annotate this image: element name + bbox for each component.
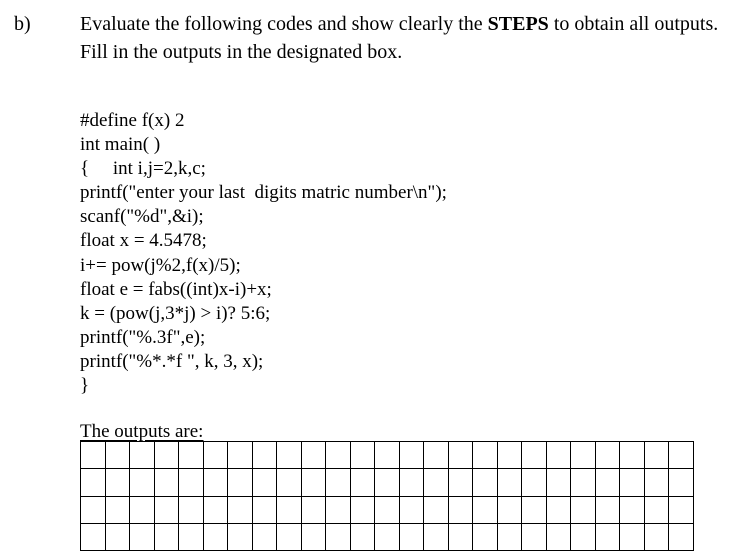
- output-grid-cell[interactable]: [620, 523, 645, 550]
- output-grid-cell[interactable]: [179, 442, 204, 469]
- output-grid-cell[interactable]: [277, 442, 302, 469]
- output-grid-cell[interactable]: [375, 523, 400, 550]
- output-grid-cell[interactable]: [154, 469, 179, 496]
- output-grid-cell[interactable]: [669, 442, 694, 469]
- output-grid-cell[interactable]: [252, 496, 277, 523]
- output-grid-cell[interactable]: [522, 469, 547, 496]
- output-grid-cell[interactable]: [277, 523, 302, 550]
- output-grid-cell[interactable]: [105, 442, 130, 469]
- output-grid-cell[interactable]: [424, 442, 449, 469]
- output-grid-cell[interactable]: [203, 442, 228, 469]
- code-line: int main( ): [80, 134, 161, 156]
- output-grid-cell[interactable]: [473, 469, 498, 496]
- output-grid-cell[interactable]: [620, 469, 645, 496]
- output-grid-cell[interactable]: [522, 442, 547, 469]
- instruction-text-start: Evaluate the following codes and show clearly the: [80, 13, 488, 35]
- output-grid-cell[interactable]: [448, 469, 473, 496]
- code-listing: [80, 109, 447, 398]
- output-grid-cell[interactable]: [522, 496, 547, 523]
- output-grid-cell[interactable]: [473, 442, 498, 469]
- output-grid-cell[interactable]: [154, 523, 179, 550]
- output-grid-cell[interactable]: [277, 469, 302, 496]
- code-line: { int i,j=2,k,c;: [80, 158, 206, 180]
- output-grid-cell[interactable]: [350, 523, 375, 550]
- output-grid-cell[interactable]: [571, 442, 596, 469]
- output-grid-cell[interactable]: [424, 523, 449, 550]
- output-grid-cell[interactable]: [448, 496, 473, 523]
- output-grid-cell[interactable]: [179, 523, 204, 550]
- output-grid-cell[interactable]: [130, 469, 155, 496]
- output-grid-cell[interactable]: [228, 523, 253, 550]
- output-grid-cell[interactable]: [473, 496, 498, 523]
- output-grid-cell[interactable]: [203, 469, 228, 496]
- code-line: }: [80, 375, 90, 397]
- output-grid-row: [81, 469, 694, 496]
- output-grid-cell[interactable]: [424, 496, 449, 523]
- output-grid-cell[interactable]: [669, 469, 694, 496]
- output-grid-cell[interactable]: [277, 496, 302, 523]
- output-grid-cell[interactable]: [81, 523, 106, 550]
- output-grid-cell[interactable]: [644, 442, 669, 469]
- output-grid-cell[interactable]: [399, 496, 424, 523]
- output-grid-cell[interactable]: [326, 442, 351, 469]
- output-grid-cell[interactable]: [399, 442, 424, 469]
- output-grid-cell[interactable]: [228, 469, 253, 496]
- output-grid-cell[interactable]: [497, 496, 522, 523]
- code-line: float x = 4.5478;: [80, 230, 207, 252]
- output-grid-cell[interactable]: [620, 496, 645, 523]
- output-grid-cell[interactable]: [497, 442, 522, 469]
- output-grid-row: [81, 523, 694, 550]
- output-grid-cell[interactable]: [228, 496, 253, 523]
- code-line: #define f(x) 2: [80, 110, 185, 131]
- output-grid-cell[interactable]: [546, 496, 571, 523]
- output-grid-cell[interactable]: [350, 496, 375, 523]
- code-line: printf("%*.*f ", k, 3, x);: [80, 350, 264, 372]
- output-grid-cell[interactable]: [350, 442, 375, 469]
- output-grid-cell[interactable]: [301, 469, 326, 496]
- output-grid-cell[interactable]: [105, 523, 130, 550]
- output-grid-cell[interactable]: [546, 442, 571, 469]
- output-grid-cell[interactable]: [669, 496, 694, 523]
- output-grid-cell[interactable]: [571, 523, 596, 550]
- instruction-emphasis: STEPS: [487, 13, 549, 35]
- output-grid-cell[interactable]: [228, 442, 253, 469]
- output-grid-cell[interactable]: [399, 523, 424, 550]
- output-grid-cell[interactable]: [81, 469, 106, 496]
- output-grid-cell[interactable]: [130, 496, 155, 523]
- output-grid-cell[interactable]: [350, 469, 375, 496]
- output-grid-cell[interactable]: [644, 523, 669, 550]
- output-grid-cell[interactable]: [595, 469, 620, 496]
- instruction-text-end: to obtain all outputs. Fill in the outputs in the designated box.: [80, 13, 719, 63]
- code-line: i+= pow(j%2,f(x)/5);: [80, 254, 241, 276]
- output-grid-cell[interactable]: [571, 496, 596, 523]
- code-line: scanf("%d",&i);: [80, 206, 204, 228]
- output-grid-cell[interactable]: [203, 496, 228, 523]
- output-grid-cell[interactable]: [326, 496, 351, 523]
- output-grid-cell[interactable]: [130, 442, 155, 469]
- output-grid-cell[interactable]: [326, 469, 351, 496]
- output-grid-cell[interactable]: [301, 496, 326, 523]
- output-grid-cell[interactable]: [448, 523, 473, 550]
- code-line: printf("enter your last digits matric number\n");: [80, 182, 447, 204]
- output-grid-cell[interactable]: [595, 523, 620, 550]
- output-grid-row: [81, 496, 694, 523]
- output-grid-cell[interactable]: [375, 442, 400, 469]
- question-instruction: [80, 10, 740, 66]
- output-grid-cell[interactable]: [81, 496, 106, 523]
- output-grid-cell[interactable]: [669, 523, 694, 550]
- output-grid-cell[interactable]: [105, 496, 130, 523]
- output-grid-cell[interactable]: [522, 523, 547, 550]
- output-grid-cell[interactable]: [546, 469, 571, 496]
- code-line: float e = fabs((int)x-i)+x;: [80, 278, 272, 300]
- question-label: b): [14, 13, 31, 35]
- output-grid-cell[interactable]: [424, 469, 449, 496]
- output-grid-cell[interactable]: [154, 496, 179, 523]
- output-grid-cell[interactable]: [130, 523, 155, 550]
- output-grid-cell[interactable]: [448, 442, 473, 469]
- output-grid-cell[interactable]: [546, 523, 571, 550]
- output-grid-cell[interactable]: [399, 469, 424, 496]
- output-grid-cell[interactable]: [179, 496, 204, 523]
- output-grid-cell[interactable]: [326, 523, 351, 550]
- output-grid-cell[interactable]: [252, 523, 277, 550]
- output-grid-cell[interactable]: [571, 469, 596, 496]
- code-line: printf("%.3f",e);: [80, 326, 206, 348]
- output-grid-cell[interactable]: [644, 496, 669, 523]
- output-grid-cell[interactable]: [301, 523, 326, 550]
- output-grid-cell[interactable]: [595, 442, 620, 469]
- output-grid-cell[interactable]: [252, 469, 277, 496]
- output-grid-cell[interactable]: [301, 442, 326, 469]
- output-grid-cell[interactable]: [375, 496, 400, 523]
- output-grid-cell[interactable]: [179, 469, 204, 496]
- output-grid-cell[interactable]: [81, 442, 106, 469]
- output-grid-cell[interactable]: [105, 469, 130, 496]
- output-grid-cell[interactable]: [154, 442, 179, 469]
- output-grid-cell[interactable]: [497, 523, 522, 550]
- output-grid-cell[interactable]: [473, 523, 498, 550]
- output-grid-cell[interactable]: [595, 496, 620, 523]
- output-grid-cell[interactable]: [620, 442, 645, 469]
- output-grid-row: [81, 442, 694, 469]
- output-grid-cell[interactable]: [644, 469, 669, 496]
- output-grid-cell[interactable]: [497, 469, 522, 496]
- output-answer-grid: [80, 441, 694, 551]
- output-grid-cell[interactable]: [203, 523, 228, 550]
- output-grid-cell[interactable]: [252, 442, 277, 469]
- code-line: k = (pow(j,3*j) > i)? 5:6;: [80, 302, 271, 324]
- outputs-label: The outputs are:: [80, 421, 204, 442]
- output-grid-cell[interactable]: [375, 469, 400, 496]
